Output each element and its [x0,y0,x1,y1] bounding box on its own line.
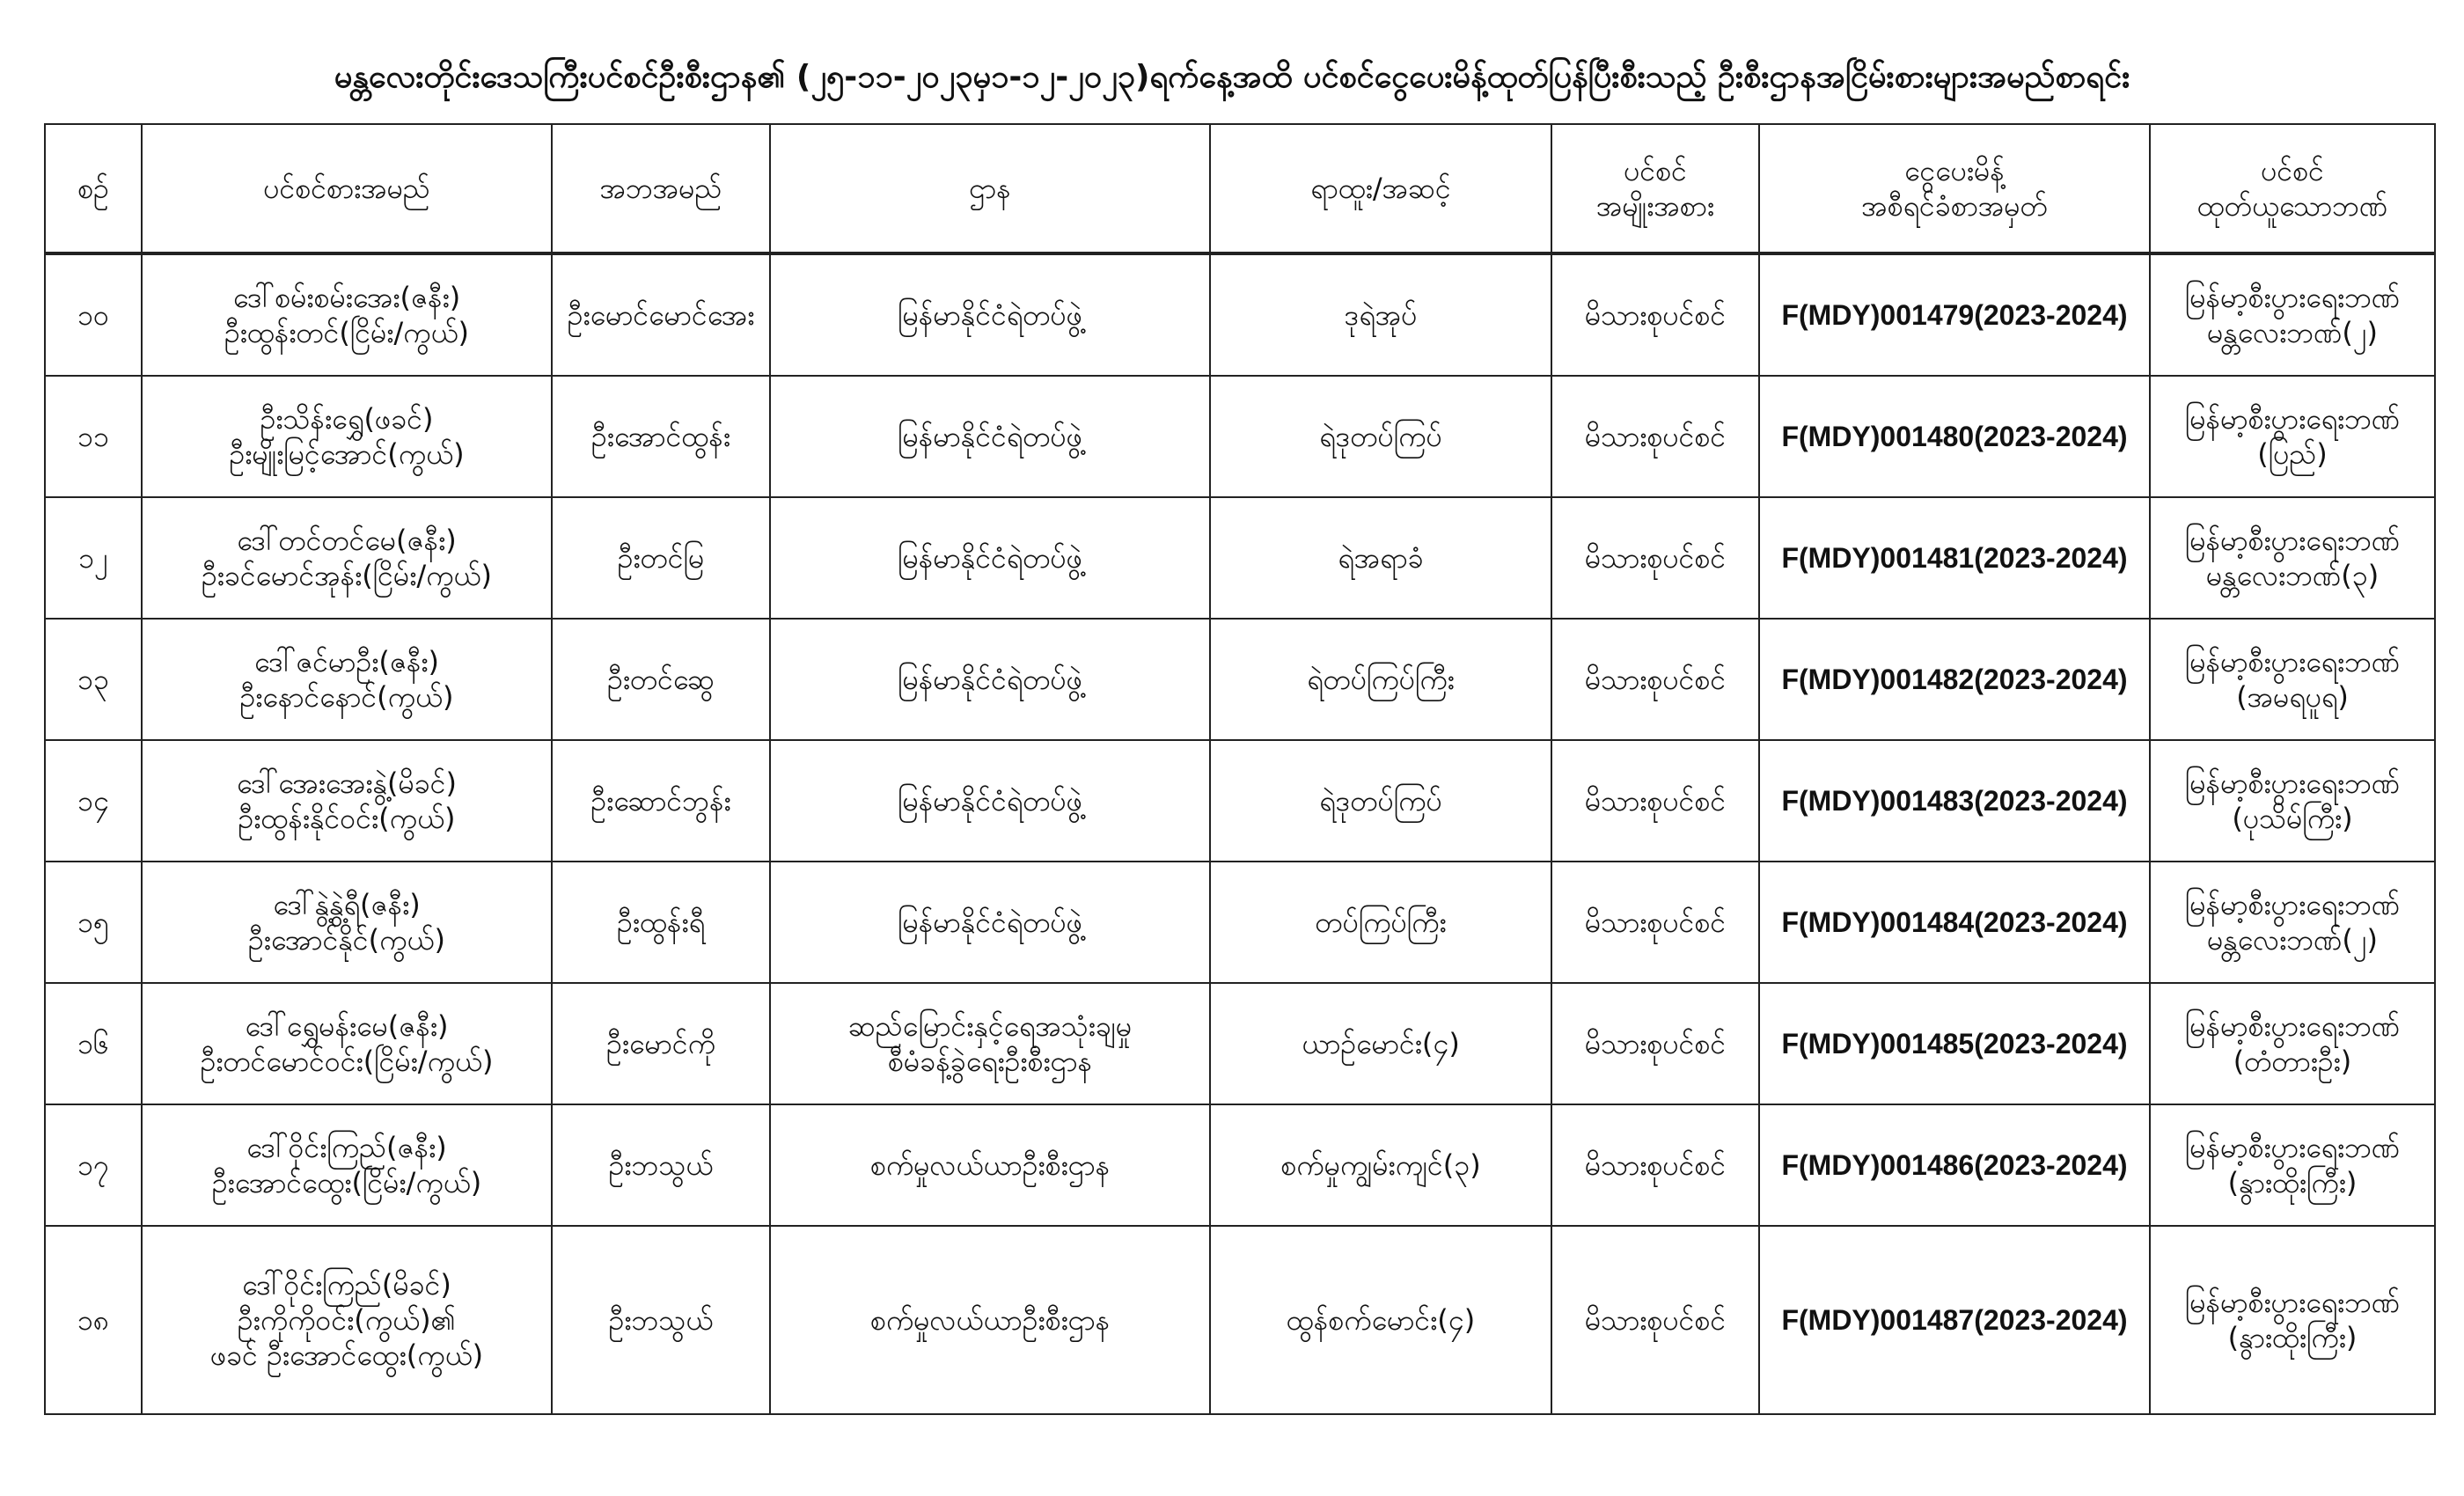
table-row [45,1104,2435,1226]
bank-line: မြန်မာ့စီးပွားရေးဘဏ် [2184,1131,2401,1164]
table-row [45,983,2435,1104]
department-cell [770,253,1210,376]
pensioner-name-line: ဖခင် ဦးအောင်ထွေး(ကွယ်) [209,1338,484,1372]
pensioner-name-cell [142,740,552,862]
order-number-cell: F(MDY)001487(2023-2024) [1759,1226,2150,1414]
department-cell [770,1104,1210,1226]
header-bank-line: ပင်စင် [2261,154,2324,187]
bank-line: (ပြည်) [2257,437,2328,471]
header-order-no-line: ငွေပေးမိန့် [1904,154,2005,187]
bank-line: (တံတားဦး) [2233,1045,2352,1078]
department-line: စက်မှုလယ်ယာဦးစီးဌာန [869,1303,1111,1337]
pension-type-cell: မိသားစုပင်စင် [1551,862,1759,983]
pension-type-cell: မိသားစုပင်စင် [1551,983,1759,1104]
pension-type-cell: မိသားစုပင်စင် [1551,376,1759,497]
header-pension-type-line: ပင်စင် [1624,154,1687,187]
pensioner-name-cell [142,619,552,740]
pensioner-name-line: ဒေါ်တင်တင်မေ(ဇနီး) [237,524,457,557]
father-name-cell: ဦးဘသွယ် [552,1104,770,1226]
bank-line: (အမရပူရ) [2236,680,2349,714]
table-row [45,253,2435,376]
table-row [45,497,2435,619]
pensioner-name-line: ဒေါ်ဝိုင်းကြည်(ဇနီး) [246,1131,447,1164]
pensioner-name-line: ဦးထွန်းနိုင်ဝင်း(ကွယ်) [238,802,456,835]
pensioner-name-cell [142,1104,552,1226]
bank-line: မြန်မာ့စီးပွားရေးဘဏ် [2184,645,2401,678]
bank-line: မြန်မာ့စီးပွားရေးဘဏ် [2184,888,2401,921]
position-cell: ရဲဒုတပ်ကြပ် [1210,740,1551,862]
header-position: ရာထူး/အဆင့် [1210,124,1551,253]
row-number: ၁၇ [45,1104,142,1226]
header-no: စဉ် [45,124,142,253]
pensioner-name-line: ဒေါ်နွဲ့နွဲ့ရီ(ဇနီး) [273,888,421,921]
bank-line: မြန်မာ့စီးပွားရေးဘဏ် [2184,281,2401,314]
row-number: ၁၂ [45,497,142,619]
bank-line: မြန်မာ့စီးပွားရေးဘဏ် [2184,1286,2401,1319]
position-cell: ရဲတပ်ကြပ်ကြီး [1210,619,1551,740]
header-order-no-line: အစီရင်ခံစာအမှတ် [1861,189,2048,223]
pensioner-name-cell [142,497,552,619]
bank-cell [2150,740,2435,862]
pension-type-cell: မိသားစုပင်စင် [1551,1226,1759,1414]
header-department: ဌာန [770,124,1210,253]
bank-line: မန္တလေးဘဏ်(၂) [2206,316,2379,349]
pensioner-name-cell [142,1226,552,1414]
order-number-cell: F(MDY)001484(2023-2024) [1759,862,2150,983]
department-line: မြန်မာနိုင်ငံရဲတပ်ဖွဲ့ [898,298,1082,332]
bank-line: (ပုသိမ်ကြီး) [2232,802,2353,835]
pension-type-cell: မိသားစုပင်စင် [1551,619,1759,740]
pensioner-name-line: ဒေါ်ရွှေမန်းမေ(ဇနီး) [245,1009,449,1043]
department-cell [770,497,1210,619]
order-number-cell: F(MDY)001480(2023-2024) [1759,376,2150,497]
row-number: ၁၄ [45,740,142,862]
department-cell [770,376,1210,497]
table-header-row [45,124,2435,253]
order-number-cell: F(MDY)001482(2023-2024) [1759,619,2150,740]
position-cell: ထွန်စက်မောင်း(၄) [1210,1226,1551,1414]
pensioner-name-line: ဦးမျိုးမြင့်အောင်(ကွယ်) [229,437,465,471]
pensioner-name-cell [142,862,552,983]
header-pension-type-line: အမျိုးအစား [1595,189,1715,223]
bank-cell [2150,862,2435,983]
order-number-cell: F(MDY)001481(2023-2024) [1759,497,2150,619]
position-cell: ယာဉ်မောင်း(၄) [1210,983,1551,1104]
department-cell [770,862,1210,983]
pension-type-cell: မိသားစုပင်စင် [1551,740,1759,862]
father-name-cell: ဦးဆောင်ဘွန်း [552,740,770,862]
department-line: စီမံခန့်ခွဲရေးဦးစီးဌာန [887,1045,1093,1078]
department-line: စက်မှုလယ်ယာဦးစီးဌာန [869,1148,1111,1182]
pensioner-name-line: ဦးအောင်ထွေး(ငြိမ်း/ကွယ်) [211,1166,482,1199]
pensioner-name-line: ဦးနောင်နောင်(ကွယ်) [239,680,454,714]
pension-type-cell: မိသားစုပင်စင် [1551,253,1759,376]
bank-line: (နွားထိုးကြီး) [2227,1166,2358,1199]
father-name-cell: ဦးတင်ဆွေ [552,619,770,740]
pensioner-name-cell [142,253,552,376]
bank-cell [2150,1104,2435,1226]
order-number-cell: F(MDY)001486(2023-2024) [1759,1104,2150,1226]
department-line: မြန်မာနိုင်ငံရဲတပ်ဖွဲ့ [898,420,1082,453]
father-name-cell: ဦးမောင်မောင်အေး [552,253,770,376]
pensioner-name-line: ဦးထွန်းတင်(ငြိမ်း/ကွယ်) [224,316,470,349]
bank-cell [2150,1226,2435,1414]
father-name-cell: ဦးအောင်ထွန်း [552,376,770,497]
bank-line: မြန်မာ့စီးပွားရေးဘဏ် [2184,766,2401,800]
department-cell [770,983,1210,1104]
bank-line: မန္တလေးဘဏ်(၂) [2206,923,2379,957]
row-number: ၁၅ [45,862,142,983]
pensioner-name-line: ဒေါ်အေးအေးနွဲ့(မိခင်) [236,766,458,800]
order-number-cell: F(MDY)001485(2023-2024) [1759,983,2150,1104]
pensioner-name-line: ဦးတင်မောင်ဝင်း(ငြိမ်း/ကွယ်) [200,1045,494,1078]
bank-line: မြန်မာ့စီးပွားရေးဘဏ် [2184,1009,2401,1043]
bank-cell [2150,376,2435,497]
position-cell: ဒုရဲအုပ် [1210,253,1551,376]
father-name-cell: ဦးဘသွယ် [552,1226,770,1414]
row-number: ၁၀ [45,253,142,376]
header-pension-type [1551,124,1759,253]
table-row [45,1226,2435,1414]
table-row [45,619,2435,740]
position-cell: တပ်ကြပ်ကြီး [1210,862,1551,983]
header-bank-line: ထုတ်ယူသောဘဏ် [2196,189,2388,223]
order-number-cell: F(MDY)001483(2023-2024) [1759,740,2150,862]
table-row [45,862,2435,983]
pension-type-cell: မိသားစုပင်စင် [1551,497,1759,619]
order-number-cell: F(MDY)001479(2023-2024) [1759,253,2150,376]
bank-cell [2150,983,2435,1104]
position-cell: ရဲဒုတပ်ကြပ် [1210,376,1551,497]
department-line: မြန်မာနိုင်ငံရဲတပ်ဖွဲ့ [898,663,1082,696]
department-line: မြန်မာနိုင်ငံရဲတပ်ဖွဲ့ [898,541,1082,575]
bank-cell [2150,253,2435,376]
table-row [45,376,2435,497]
position-cell: စက်မှုကျွမ်းကျင်(၃) [1210,1104,1551,1226]
pensioner-name-line: ဦးကိုကိုဝင်း(ကွယ်)၏ [237,1303,457,1337]
pensioner-name-cell [142,376,552,497]
bank-line: မြန်မာ့စီးပွားရေးဘဏ် [2184,402,2401,436]
row-number: ၁၈ [45,1226,142,1414]
bank-line: မန္တလေးဘဏ်(၃) [2205,559,2380,592]
department-line: ဆည်မြောင်းနှင့်ရေအသုံးချမှု [847,1009,1133,1043]
bank-cell [2150,497,2435,619]
department-cell [770,619,1210,740]
bank-line: (နွားထိုးကြီး) [2227,1321,2358,1354]
bank-cell [2150,619,2435,740]
pensioner-name-line: ဒေါ်ဝိုင်းကြည်(မိခင်) [242,1268,451,1302]
page-title: မန္တလေးတိုင်းဒေသကြီးပင်စင်ဦးစီးဌာန၏ (၂၅-၁၁-၂၀၂၃မှ၁-၁၂-၂၀၂၃)ရက်နေ့အထိ ပင်စင်ငွေပေးမိန့်ထုတ်ပြန်ပြီးစီးသည့် ဦးစီးဌာနအငြိမ်းစားများအမည်စာရင်း [334,59,2130,95]
department-line: မြန်မာနိုင်ငံရဲတပ်ဖွဲ့ [898,906,1082,939]
header-bank [2150,124,2435,253]
pension-type-cell: မိသားစုပင်စင် [1551,1104,1759,1226]
father-name-cell: ဦးထွန်းရီ [552,862,770,983]
bank-line: မြန်မာ့စီးပွားရေးဘဏ် [2184,524,2401,557]
header-pensioner-name: ပင်စင်စားအမည် [142,124,552,253]
position-cell: ရဲအရာခံ [1210,497,1551,619]
header-order-no [1759,124,2150,253]
father-name-cell: ဦးမောင်ကို [552,983,770,1104]
row-number: ၁၃ [45,619,142,740]
department-line: မြန်မာနိုင်ငံရဲတပ်ဖွဲ့ [898,784,1082,818]
pensioner-name-cell [142,983,552,1104]
pensioner-name-line: ဦးခင်မောင်အုန်း(ငြိမ်း/ကွယ်) [202,559,492,592]
pensioner-name-line: ဒေါ်စမ်းစမ်းအေး(ဇနီး) [232,281,461,314]
father-name-cell: ဦးတင်မြ [552,497,770,619]
department-cell [770,1226,1210,1414]
pensioner-name-line: ဦးသိန်းရွှေ(ဖခင်) [260,402,434,436]
department-cell [770,740,1210,862]
header-father-name: အဘအမည် [552,124,770,253]
table-row [45,740,2435,862]
pensioner-table [44,123,2436,1415]
row-number: ၁၁ [45,376,142,497]
pensioner-name-line: ဒေါ်ဇင်မာဦး(ဇနီး) [253,645,440,678]
table-body [45,253,2435,1414]
row-number: ၁၆ [45,983,142,1104]
pensioner-name-line: ဦးအောင်နိုင်(ကွယ်) [248,923,445,957]
